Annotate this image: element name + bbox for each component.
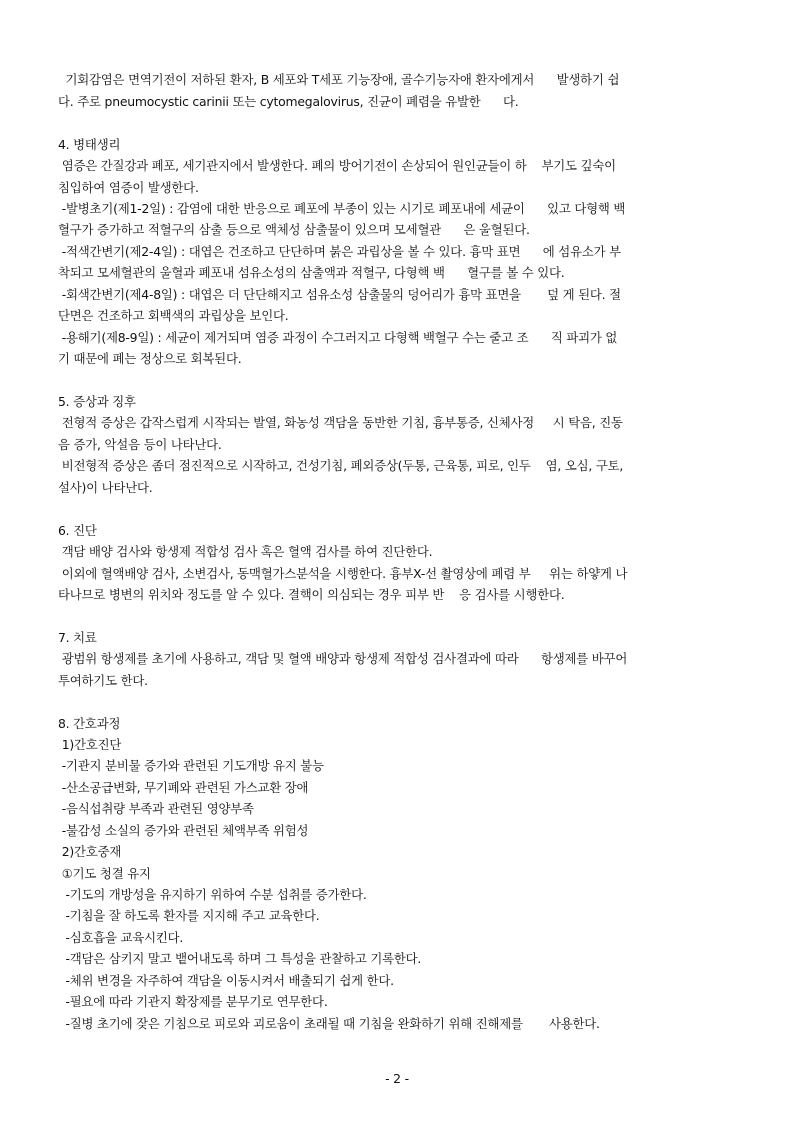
list-item: -심호흡을 교육시킨다. <box>58 930 184 945</box>
subsection-heading: ①기도 청결 유지 <box>58 866 151 881</box>
list-item: -산소공급변화, 무기폐와 관련된 가스교환 장애 <box>58 780 309 795</box>
paragraph-line: 객담 배양 검사와 항생제 적합성 검사 혹은 혈액 검사를 하여 진단한다. <box>58 544 433 559</box>
paragraph-line: -적색간변기(제2-4일) : 대엽은 건조하고 단단하며 붉은 과립상을 볼 수 있다. 흉막 표면 에 섬유소가 부 <box>58 244 621 259</box>
list-item: -체위 변경을 자주하여 객담을 이동시켜서 배출되기 쉽게 한다. <box>58 973 394 988</box>
paragraph-line: 기회감염은 면역기전이 저하된 환자, B 세포와 T세포 기능장애, 골수기능자애 환자에게서 발생하기 쉽 <box>58 72 620 87</box>
paragraph-line: 착되고 모세혈관의 울혈과 폐포내 섬유소성의 삼출액과 적혈구, 다형핵 백 혈구를 볼 수 있다. <box>58 265 565 280</box>
subsection-heading: 1)간호진단 <box>58 737 122 752</box>
list-item: -필요에 따라 기관지 확장제를 분무기로 연무한다. <box>58 994 328 1009</box>
list-item: -질병 초기에 잦은 기침으로 피로와 괴로움이 초래될 때 기침을 완화하기 위해 진해제를 사용한다. <box>58 1016 600 1031</box>
paragraph-line: 광범위 항생제를 초기에 사용하고, 객담 및 혈액 배양과 항생제 적합성 검사결과에 따라 항생제를 바꾸어 <box>58 651 628 666</box>
paragraph-line: 염증은 간질강과 폐포, 세기관지에서 발생한다. 폐의 방어기전이 손상되어 원인균들이 하 부기도 깊숙이 <box>58 158 616 173</box>
paragraph-line: 다. 주로 pneumocystic carinii 또는 cytomegalovirus, 진균이 폐렴을 유발한 다. <box>58 94 519 109</box>
paragraph-line: 혈구가 증가하고 적혈구의 삼출 등으로 액체성 삼출물이 있으며 모세혈관 은 울혈된다. <box>58 222 530 237</box>
paragraph-line: -회색간변기(제4-8일) : 대엽은 더 단단해지고 섬유소성 삼출물의 덩어리가 흉막 표면을 덮 게 된다. 절 <box>58 287 621 302</box>
paragraph-line: 설사)이 나타난다. <box>58 480 153 495</box>
subsection-heading: 2)간호중재 <box>58 844 122 859</box>
paragraph-line: 전형적 증상은 갑작스럽게 시작되는 발열, 화농성 객담을 동반한 기침, 흉부통증, 신체사정 시 탁음, 진동 <box>58 415 623 430</box>
section-heading: 6. 진단 <box>58 523 97 538</box>
paragraph-line: 기 때문에 폐는 정상으로 회복된다. <box>58 351 242 366</box>
list-item: -불감성 소실의 증가와 관련된 체액부족 위험성 <box>58 823 309 838</box>
section-heading: 5. 증상과 징후 <box>58 394 136 409</box>
paragraph-line: 이외에 혈액배양 검사, 소변검사, 동맥혈가스분석을 시행한다. 흉부X-선 촬영상에 폐렴 부 위는 하얗게 나 <box>58 566 628 581</box>
section-heading: 7. 치료 <box>58 630 97 645</box>
section-heading: 4. 병태생리 <box>58 137 121 152</box>
paragraph-line: 음 증가, 악설음 등이 나타난다. <box>58 437 222 452</box>
paragraph-line: -용해기(제8-9일) : 세균이 제거되며 염증 과정이 수그러지고 다형핵 백혈구 수는 줄고 조 직 파괴가 없 <box>58 330 618 345</box>
list-item: -기도의 개방성을 유지하기 위하여 수분 섭취를 증가한다. <box>58 887 367 902</box>
paragraph-line: 단면은 건조하고 회백색의 과립상을 보인다. <box>58 308 289 323</box>
list-item: -음식섭취량 부족과 관련된 영양부족 <box>58 801 254 816</box>
paragraph-line: 침입하여 염증이 발생한다. <box>58 180 199 195</box>
paragraph-line: -발병초기(제1-2일) : 감염에 대한 반응으로 폐포에 부종이 있는 시기로 폐포내에 세균이 있고 다형핵 백 <box>58 201 626 216</box>
page-number: - 2 - <box>385 1071 409 1086</box>
list-item: -기관지 분비물 증가와 관련된 기도개방 유지 불능 <box>58 758 324 773</box>
section-heading: 8. 간호과정 <box>58 716 121 731</box>
list-item: -객담은 삼키지 말고 뱉어내도록 하며 그 특성을 관찰하고 기록한다. <box>58 951 422 966</box>
list-item: -기침을 잘 하도록 환자를 지지해 주고 교육한다. <box>58 908 320 923</box>
paragraph-line: 투여하기도 한다. <box>58 673 148 688</box>
paragraph-line: 비전형적 증상은 좀더 점진적으로 시작하고, 건성기침, 폐외증상(두통, 근육통, 피로, 인두 염, 오심, 구토, <box>58 458 624 473</box>
paragraph-line: 타나므로 병변의 위치와 정도를 알 수 있다. 결핵이 의심되는 경우 피부 반 응 검사를 시행한다. <box>58 587 565 602</box>
